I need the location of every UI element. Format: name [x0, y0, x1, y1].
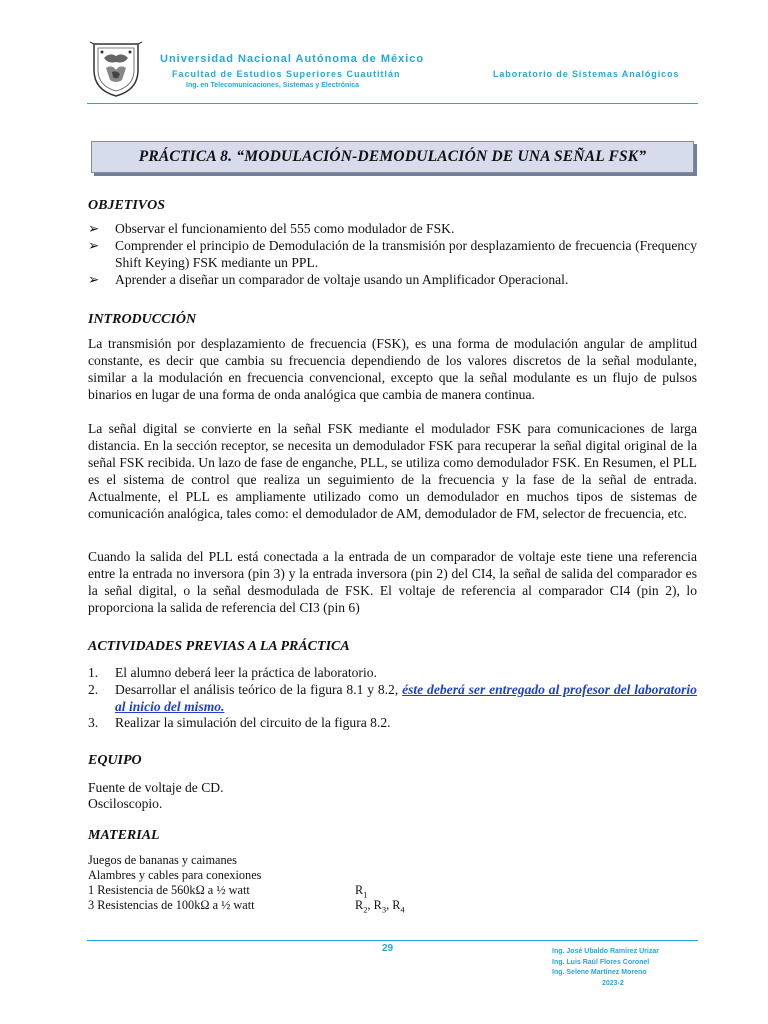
unam-crest-icon	[88, 40, 144, 98]
header-career: Ing. en Telecomunicaciones, Sistemas y Electrónica	[186, 82, 359, 89]
actividades-heading: ACTIVIDADES PREVIAS A LA PRÁCTICA	[88, 639, 350, 654]
actividad-item: 1. El alumno deberá leer la práctica de laboratorio.	[88, 665, 377, 680]
footer-year: 2023-2	[602, 979, 624, 987]
equipo-heading: EQUIPO	[88, 753, 142, 768]
intro-paragraph-3: Cuando la salida del PLL está conectada a la entrada de un comparador de voltaje este tiene una referencia entre la entrada no inversora (pin 3) y la entrada inversora (pin 2) del CI4, la señal de salida del comparador es la señal digital, o la señal desmodulada de FSK. El voltaje de referencia al comparador CI4 (pin 2), lo proporciona la salida de referencia del CI3 (pin 6)	[88, 549, 697, 615]
practice-title-box	[91, 141, 694, 173]
material-item: 1 Resistencia de 560kΩ a ½ watt	[88, 883, 250, 897]
equipo-item: Fuente de voltaje de CD.	[88, 780, 224, 795]
introduccion-heading: INTRODUCCIÓN	[88, 312, 197, 327]
header-divider	[87, 103, 698, 104]
author: Ing. José Ubaldo Ramírez Urizar	[552, 948, 659, 955]
footer-divider	[87, 940, 698, 941]
objetivos-heading: OBJETIVOS	[88, 198, 166, 213]
footer-authors	[552, 947, 659, 989]
objetivo-item: ➢ Comprender el principio de Demodulación de la transmisión por desplazamiento de frecuencia (Frequency Shift Keying) FSK mediante un PPL.	[88, 238, 697, 270]
page-number: 29	[382, 943, 394, 954]
material-heading: MATERIAL	[88, 828, 160, 843]
actividad-item: 3. Realizar la simulación del circuito de la figura 8.2.	[88, 715, 391, 730]
objetivo-item: ➢ Observar el funcionamiento del 555 como modulador de FSK.	[88, 221, 455, 236]
practice-title: PRÁCTICA 8. “MODULACIÓN-DEMODULACIÓN DE UNA SEÑAL FSK”	[138, 148, 647, 165]
ref-r2-r4: $R_2$, $R_3$, $R_4$	[355, 898, 405, 915]
entrega-link[interactable]: éste deberá ser entregado al profesor del laboratorio al inicio del mismo.	[115, 682, 697, 714]
intro-paragraph-2: La señal digital se convierte en la señal FSK mediante el modulador FSK para comunicaciones de larga distancia. En la sección receptor, se necesita un demodulador FSK para recuperar la señal digital original de la señal FSK recibida. Un lazo de fase de enganche, PLL, se utiliza como demodulador FSK. En Resumen, el PLL es el sistema de control que realiza un seguimiento de la frecuencia y la fase de la señal de entrada. Actualmente, el PLL es ampliamente utilizado como un demodulador en muchos tipos de sistemas de comunicación analógica, tales como: el demodulador de AM, demodulador de FM, selector de frecuencia, etc.	[88, 421, 697, 521]
author: Ing. Luis Raúl Flores Coronel	[552, 958, 650, 966]
material-item: Juegos de bananas y caimanes	[88, 853, 237, 867]
equipo-item: Osciloscopio.	[88, 796, 163, 811]
header-lab: Laboratorio de Sistemas Analógicos	[493, 69, 680, 79]
material-item: 3 Resistencias de 100kΩ a ½ watt	[88, 898, 255, 912]
arrow-bullet-icon: ➢	[88, 272, 100, 287]
arrow-bullet-icon: ➢	[88, 221, 100, 236]
actividad-item: 2. Desarrollar el análisis teórico de la figura 8.1 y 8.2, éste deberá ser entregado al profesor del laboratorio al inicio del mismo.	[88, 682, 697, 714]
intro-paragraph-1: La transmisión por desplazamiento de frecuencia (FSK), es una forma de modulación angular de amplitud constante, es decir que cambia su frecuencia dependiendo de los valores discretos de la señal modulante, similar a la modulación en frecuencia convencional, excepto que la señal modulante es un flujo de pulsos binarios en lugar de una forma de onda analógica que cambia de manera continua.	[88, 336, 697, 402]
objetivo-item: ➢ Aprender a diseñar un comparador de voltaje usando un Amplificador Operacional.	[88, 272, 569, 287]
material-item: Alambres y cables para conexiones	[88, 868, 262, 882]
header-faculty: Facultad de Estudios Superiores Cuautitlán	[172, 69, 401, 79]
ref-r1: $R_1$	[355, 883, 368, 900]
header-university: Universidad Nacional Autónoma de México	[160, 53, 425, 65]
author: Ing. Selene Martínez Moreno	[552, 969, 647, 976]
arrow-bullet-icon: ➢	[88, 238, 100, 253]
